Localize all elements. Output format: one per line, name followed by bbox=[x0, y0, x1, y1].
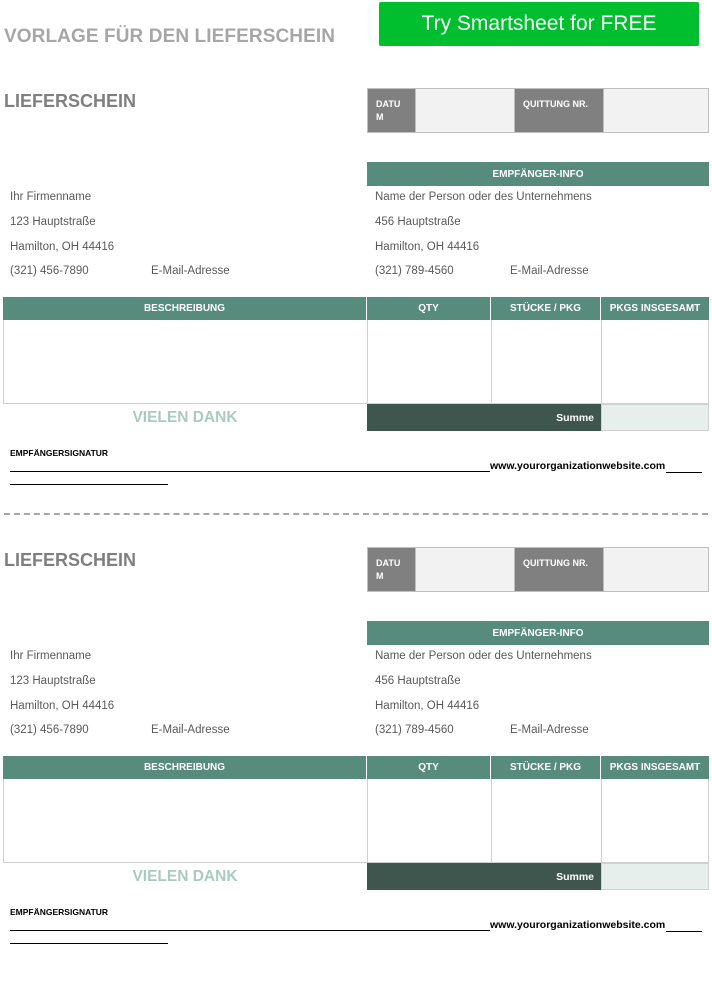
date-field[interactable] bbox=[415, 89, 515, 132]
description-cell[interactable] bbox=[4, 320, 368, 403]
column-description: BESCHREIBUNG bbox=[3, 297, 367, 320]
thank-you-text: VIELEN DANK bbox=[132, 868, 238, 885]
sender-street: 123 Hauptstraße bbox=[10, 675, 96, 687]
signature-line bbox=[10, 930, 490, 931]
date-label: DATU M bbox=[368, 89, 415, 132]
items-table-row bbox=[3, 320, 709, 404]
recipient-email: E-Mail-Adresse bbox=[510, 724, 589, 736]
items-table-header bbox=[3, 297, 709, 320]
signature-line bbox=[10, 471, 490, 472]
receipt-number-label: QUITTUNG NR. bbox=[515, 548, 603, 591]
signature-label: EMPFÄNGERSIGNATUR bbox=[10, 448, 109, 458]
pieces-per-pkg-cell[interactable] bbox=[492, 320, 602, 403]
recipient-street: 456 Hauptstraße bbox=[375, 216, 461, 228]
total-pkgs-cell[interactable] bbox=[602, 320, 708, 403]
thank-you-text: VIELEN DANK bbox=[132, 409, 238, 426]
recipient-city: Hamilton, OH 44416 bbox=[375, 700, 480, 712]
sender-city: Hamilton, OH 44416 bbox=[10, 241, 115, 253]
recipient-name: Name der Person oder des Unternehmens bbox=[375, 191, 592, 203]
recipient-phone: (321) 789-4560 bbox=[375, 724, 454, 736]
receipt-number-label: QUITTUNG NR. bbox=[515, 89, 603, 132]
column-pieces-per-pkg: STÜCKE / PKG bbox=[491, 297, 601, 320]
items-table-header bbox=[3, 756, 709, 779]
try-smartsheet-button[interactable]: Try Smartsheet for FREE bbox=[379, 2, 699, 46]
receipt-number-field[interactable] bbox=[603, 89, 708, 132]
sender-company-name: Ihr Firmenname bbox=[10, 650, 92, 662]
delivery-slip-1 bbox=[0, 88, 712, 528]
website-underline bbox=[666, 472, 702, 473]
column-description: BESCHREIBUNG bbox=[3, 756, 367, 779]
sender-phone: (321) 456-7890 bbox=[10, 265, 89, 277]
date-field[interactable] bbox=[415, 548, 515, 591]
slip-title: LIEFERSCHEIN bbox=[4, 91, 137, 111]
signature-line-2 bbox=[10, 484, 168, 485]
sum-label: Summe bbox=[367, 404, 601, 431]
sum-field[interactable] bbox=[601, 404, 709, 431]
website-underline bbox=[666, 931, 702, 932]
sum-field[interactable] bbox=[601, 863, 709, 890]
signature-line-2 bbox=[10, 943, 168, 944]
sender-email: E-Mail-Adresse bbox=[151, 724, 230, 736]
column-total-pkgs: PKGS INSGESAMT bbox=[609, 762, 701, 773]
qty-cell[interactable] bbox=[368, 779, 492, 862]
sender-email: E-Mail-Adresse bbox=[151, 265, 230, 277]
column-qty: QTY bbox=[367, 297, 491, 320]
recipient-street: 456 Hauptstraße bbox=[375, 675, 461, 687]
recipient-info-header: EMPFÄNGER-INFO bbox=[367, 621, 709, 645]
receipt-number-field[interactable] bbox=[603, 548, 708, 591]
sender-street: 123 Hauptstraße bbox=[10, 216, 96, 228]
website-text: www.yourorganizationwebsite.com bbox=[490, 460, 666, 472]
date-label: DATU M bbox=[368, 548, 415, 591]
recipient-email: E-Mail-Adresse bbox=[510, 265, 589, 277]
slip-meta-table bbox=[367, 88, 709, 133]
recipient-phone: (321) 789-4560 bbox=[375, 265, 454, 277]
sender-phone: (321) 456-7890 bbox=[10, 724, 89, 736]
recipient-name: Name der Person oder des Unternehmens bbox=[375, 650, 592, 662]
total-pkgs-cell[interactable] bbox=[602, 779, 708, 862]
sender-company-name: Ihr Firmenname bbox=[10, 191, 92, 203]
pieces-per-pkg-cell[interactable] bbox=[492, 779, 602, 862]
signature-label: EMPFÄNGERSIGNATUR bbox=[10, 907, 109, 917]
sender-city: Hamilton, OH 44416 bbox=[10, 700, 115, 712]
recipient-city: Hamilton, OH 44416 bbox=[375, 241, 480, 253]
qty-cell[interactable] bbox=[368, 320, 492, 403]
website-text: www.yourorganizationwebsite.com bbox=[490, 919, 666, 931]
slip-title: LIEFERSCHEIN bbox=[4, 550, 137, 570]
recipient-info-header: EMPFÄNGER-INFO bbox=[367, 162, 709, 186]
sum-label: Summe bbox=[367, 863, 601, 890]
slip-meta-table bbox=[367, 547, 709, 592]
column-pieces-per-pkg: STÜCKE / PKG bbox=[491, 756, 601, 779]
delivery-slip-2 bbox=[0, 547, 712, 987]
items-table-row bbox=[3, 779, 709, 863]
description-cell[interactable] bbox=[4, 779, 368, 862]
page-title: VORLAGE FÜR DEN LIEFERSCHEIN bbox=[4, 26, 336, 47]
column-total-pkgs: PKGS INSGESAMT bbox=[609, 303, 701, 314]
cut-separator bbox=[4, 513, 708, 515]
column-qty: QTY bbox=[367, 756, 491, 779]
